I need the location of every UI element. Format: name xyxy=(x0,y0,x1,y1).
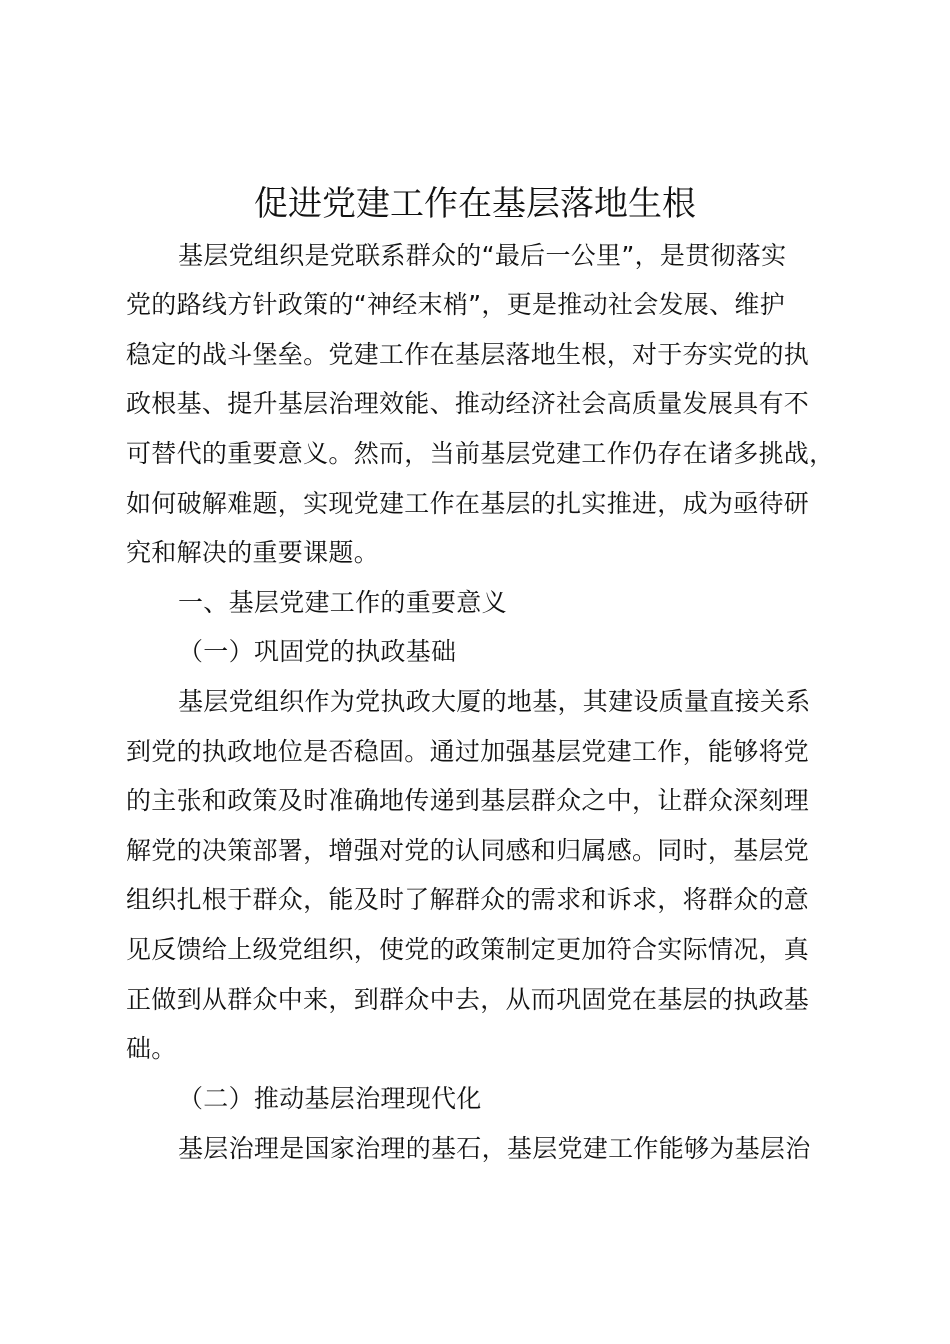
paragraph-line: 解党的决策部署，增强对党的认同感和归属感。同时，基层党 xyxy=(126,836,810,865)
paragraph-line: 党的路线方针政策的“神经末梢”，更是推动社会发展、维护 xyxy=(126,290,786,319)
paragraph-line: 稳定的战斗堡垒。党建工作在基层落地生根，对于夯实党的执 xyxy=(126,340,810,369)
document-title: 促进党建工作在基层落地生根 xyxy=(254,184,696,224)
paragraph-line: 基层治理是国家治理的基石，基层党建工作能够为基层治 xyxy=(178,1134,811,1163)
paragraph-line: 基层党组织是党联系群众的“最后一公里”，是贯彻落实 xyxy=(178,241,787,270)
paragraph-line: 础。 xyxy=(126,1034,177,1063)
paragraph-line: 如何破解难题，实现党建工作在基层的扎实推进，成为亟待研 xyxy=(126,489,810,518)
paragraph-line: 可替代的重要意义。然而，当前基层党建工作仍存在诸多挑战， xyxy=(126,439,835,468)
paragraph-line: 见反馈给上级党组织，使党的政策制定更加符合实际情况，真 xyxy=(126,935,810,964)
paragraph-line: 到党的执政地位是否稳固。通过加强基层党建工作，能够将党 xyxy=(126,737,810,766)
paragraph-line: 政根基、提升基层治理效能、推动经济社会高质量发展具有不 xyxy=(126,389,810,418)
subsection-heading: （一）巩固党的执政基础 xyxy=(178,637,457,666)
paragraph-line: 组织扎根于群众，能及时了解群众的需求和诉求，将群众的意 xyxy=(126,885,810,914)
paragraph-line: 的主张和政策及时准确地传递到基层群众之中，让群众深刻理 xyxy=(126,786,810,815)
subsection-heading: （二）推动基层治理现代化 xyxy=(178,1084,482,1113)
paragraph-line: 基层党组织作为党执政大厦的地基，其建设质量直接关系 xyxy=(178,687,811,716)
paragraph-line: 正做到从群众中来，到群众中去，从而巩固党在基层的执政基 xyxy=(126,985,810,1014)
section-heading: 一、基层党建工作的重要意义 xyxy=(178,588,507,617)
paragraph-line: 究和解决的重要课题。 xyxy=(126,538,380,567)
